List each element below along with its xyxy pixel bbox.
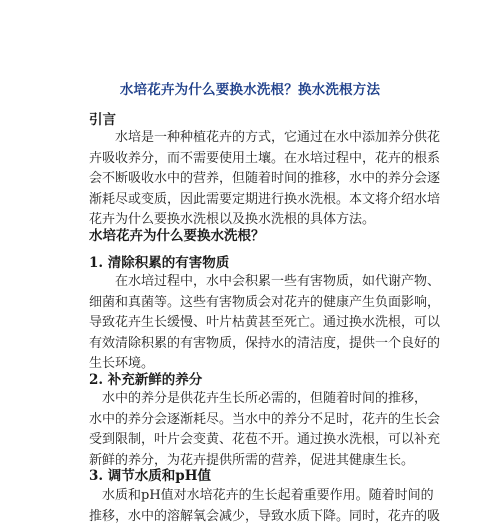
sub2-line: 新鲜的养分，为花卉提供所需的营养，促进其健康生长。	[89, 451, 434, 472]
subsection-3-paragraph	[89, 486, 434, 527]
subsection-heading-3: 3. 调节水质和pH值	[89, 464, 211, 484]
sub2-line: 受到限制，叶片会变黄、花苞不开。通过换水洗根，可以补充	[89, 430, 434, 451]
sub2-line: 水中的养分会逐渐耗尽。当水中的养分不足时，花卉的生长会	[89, 410, 434, 431]
intro-line: 水培是一种种植花卉的方式，它通过在水中添加养分供花	[89, 128, 434, 149]
intro-paragraph	[89, 128, 434, 231]
subsection-2-paragraph	[89, 389, 434, 471]
intro-heading: 引言	[89, 108, 116, 128]
sub1-line: 生长环境。	[89, 354, 434, 375]
sub1-line: 细菌和真菌等。这些有害物质会对花卉的健康产生负面影响，	[89, 293, 434, 314]
sub3-line: 推移，水中的溶解氧会减少，导致水质下降。同时，花卉的吸	[89, 507, 434, 527]
section-heading: 水培花卉为什么要换水洗根？	[89, 224, 265, 244]
sub1-line: 有效清除积累的有害物质，保持水的清洁度，提供一个良好的	[89, 334, 434, 355]
intro-line: 会不断吸收水中的营养，但随着时间的推移，水中的养分会逐	[89, 169, 434, 190]
sub2-line: 水中的养分是供花卉生长所必需的，但随着时间的推移，	[89, 389, 434, 410]
subsection-1-paragraph	[89, 272, 434, 375]
document-title: 水培花卉为什么要换水洗根？换水洗根方法	[0, 78, 500, 98]
intro-line: 花卉为什么要换水洗根以及换水洗根的具体方法。	[89, 210, 434, 231]
subsection-heading-1: 1. 清除积累的有害物质	[89, 251, 229, 271]
sub3-line: 水质和pH值对水培花卉的生长起着重要作用。随着时间的	[89, 486, 434, 507]
sub1-line: 导致花卉生长缓慢、叶片枯黄甚至死亡。通过换水洗根，可以	[89, 313, 434, 334]
intro-line: 卉吸收养分，而不需要使用土壤。在水培过程中，花卉的根系	[89, 149, 434, 170]
subsection-heading-2: 2. 补充新鲜的养分	[89, 368, 202, 388]
intro-line: 渐耗尽或变质，因此需要定期进行换水洗根。本文将介绍水培	[89, 190, 434, 211]
sub1-line: 在水培过程中，水中会积累一些有害物质，如代谢产物、	[89, 272, 434, 293]
